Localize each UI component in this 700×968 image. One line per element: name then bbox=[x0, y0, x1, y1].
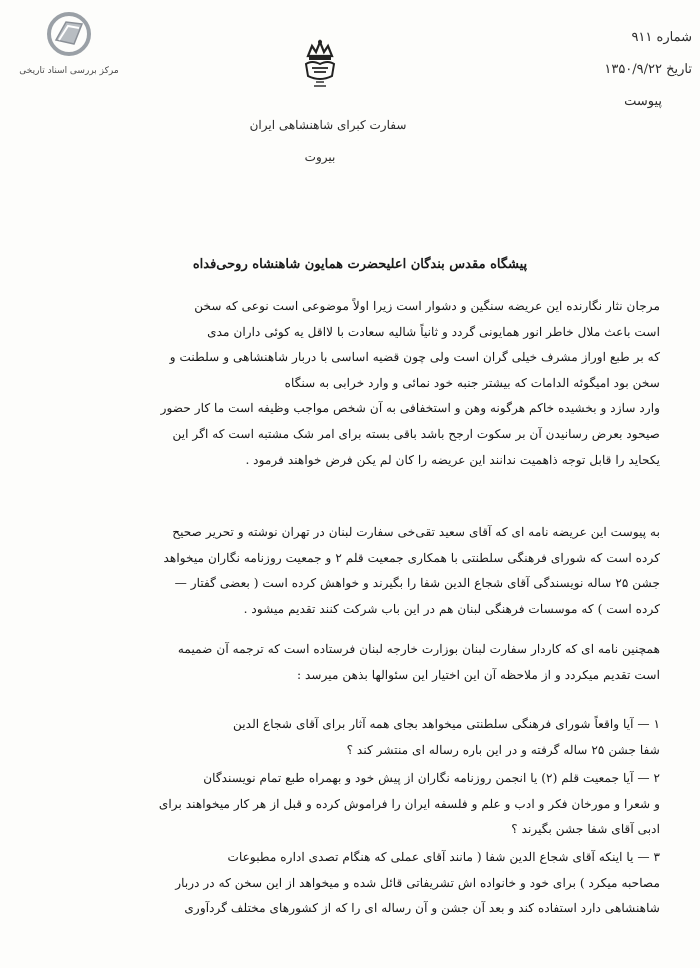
paragraph-line: و شعرا و مورخان فکر و ادب و علم و فلسفه ایران را فراموش کرده و قبل از هر کار میخواهند برای bbox=[158, 796, 660, 811]
paragraph-line: ۳ — یا اینکه آقای شجاع الدین شفا ( مانند آقای عملی که هنگام تصدی اداره مطبوعات bbox=[227, 850, 660, 864]
letter-attachment: پیوست bbox=[624, 94, 662, 109]
paragraph-line: یکحاید را قابل توجه ذاهمیت ندانند این عریضه را کان لم یکن فرض خواهند فرمود . bbox=[245, 452, 660, 467]
embassy-city: بیروت bbox=[304, 150, 336, 164]
letter-number: شماره ۹۱۱ bbox=[631, 30, 692, 45]
letter-date: تاریخ ۱۳۵۰/۹/۲۲ bbox=[604, 62, 692, 77]
paragraph-line: که بر طبع اوراز مشرف خیلی گران است ولی چون قضیه اساسی با دربار شاهنشاهی و سلطنت و bbox=[169, 350, 660, 365]
paragraph-line: کرده است که شورای فرهنگی سلطنتی با همکاری جمعیت قلم ۲ و جمعیت روزنامه نگاران میخواهد bbox=[163, 550, 660, 565]
paragraph-line: همچنین نامه ای که کاردار سفارت لبنان بوزارت خارجه لبنان فرستاده است که ترجمه آن ضمیمه bbox=[177, 642, 660, 656]
paragraph-line: ۱ — آیا واقعاً شورای فرهنگی سلطنتی میخواهد بجای همه آثار برای آقای شجاع الدین bbox=[233, 717, 660, 731]
paragraph-line: است باعث ملال خاطر انور همایونی گردد و ثانیاً شالیه سعادت با لااقل یه کوئی داران مدی bbox=[207, 324, 660, 339]
salutation: پیشگاه مقدس بندگان اعلیحضرت همایون شاهنشاه روحی‌فداه bbox=[192, 257, 528, 272]
paragraph-line: شفا جشن ۲۵ ساله گرفته و در این باره رساله ای منتشر کند ؟ bbox=[346, 742, 660, 757]
question-1 bbox=[40, 712, 660, 763]
paragraph-2 bbox=[40, 520, 660, 622]
letter-meta bbox=[542, 22, 692, 118]
paragraph-line: به پیوست این عریضه نامه ای که آقای سعید تقی‌خی سفارت لبنان در تهران نوشته و تحریر صحیح bbox=[172, 525, 660, 539]
paragraph-line: مصاحبه میکرد ) برای خود و خانواده اش تشریفاتی قائل شده و میخواهد از این سخن که در دربار bbox=[175, 875, 660, 890]
paragraph-line: شاهنشاهی دارد استفاده کند و بعد آن جشن و آن رساله ای را که از کشورهای مختلف گردآوری bbox=[184, 901, 660, 916]
paragraph-line: وارد سازد و بخشیده خاکم هرگونه وهن و استخفافی به آن شخص مواجب وظیفه است ما کار حضور bbox=[160, 401, 660, 416]
paragraph-line: مرجان نثار نگارنده این عریضه سنگین و دشوار است زیرا اولاً موضوعی است نوعی که سخن bbox=[194, 299, 660, 313]
paragraph-line: کرده است ) که موسسات فرهنگی لبنان هم در این باب شرکت کنند تقدیم میشود . bbox=[243, 601, 660, 616]
paragraph-1 bbox=[40, 294, 660, 473]
archive-watermark bbox=[14, 10, 124, 85]
paragraph-line: صیحود بعرض رسانیدن آن بر سکوت ارجح باشد باقی بسته برای امر شک مشتبه است که اگر این bbox=[172, 426, 660, 441]
paragraph-line: جشن ۲۵ ساله نویسندگی آقای شجاع الدین شفا را بگیرند و خواهش کرده است ( بعضی گفتار — bbox=[174, 576, 660, 591]
embassy-name: سفارت کبرای شاهنشاهی ایران bbox=[249, 118, 407, 132]
paragraph-line: است تقدیم میکردد و از ملاحظه آن این اختیار این سئوالها بذهن میرسد : bbox=[296, 667, 660, 682]
question-2 bbox=[40, 766, 660, 843]
paragraph-line: ادبی آقای شفا جشن بگیرند ؟ bbox=[511, 822, 660, 837]
archive-center-logo-icon bbox=[46, 10, 92, 64]
paragraph-line: سخن بود امیگوئه الدامات که بیشتر جنبه خود نمائی و وارد خرابی به سنگاه bbox=[284, 375, 660, 390]
paragraph-line: ۲ — آیا جمعیت قلم (۲) یا انجمن روزنامه نگاران از پیش خود و بهمراه طبع تمام نویسندگان bbox=[203, 771, 660, 785]
question-3 bbox=[40, 845, 660, 922]
paragraph-3 bbox=[40, 637, 660, 688]
watermark-caption: مرکز بررسی اسناد تاریخی bbox=[19, 66, 119, 76]
royal-crown-crest-icon bbox=[300, 38, 340, 90]
